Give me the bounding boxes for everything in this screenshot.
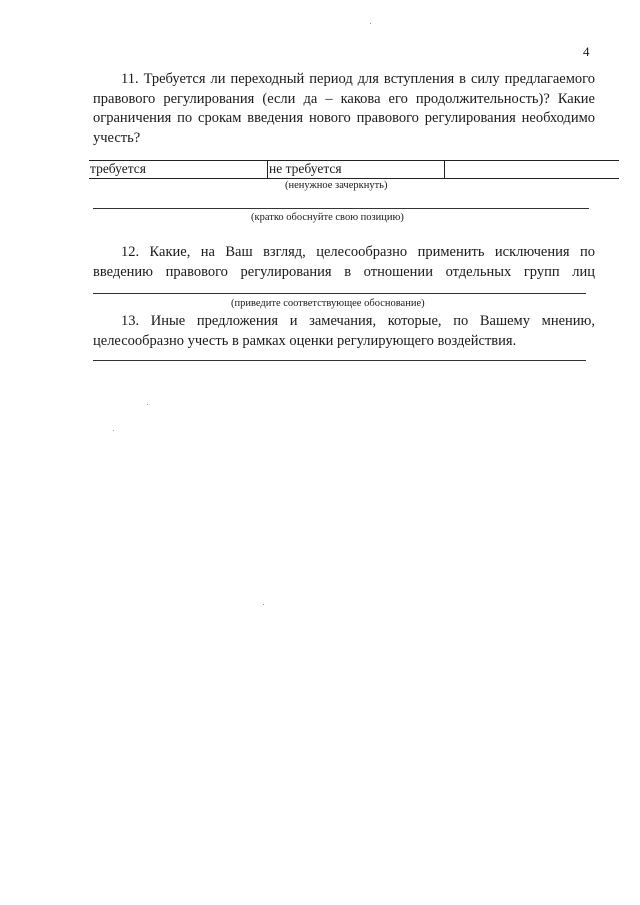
question-11-answer-line[interactable]: [93, 208, 589, 209]
option-empty-cell: [444, 161, 619, 178]
page-number: 4: [583, 44, 590, 59]
scan-speck: [113, 430, 114, 431]
scan-speck: [263, 604, 264, 605]
question-13-text: 13. Иные предложения и замечания, которые, по Вашему мнению, целесообразно учесть в рамках оценки регулирующего воздействия.: [93, 313, 595, 349]
strike-unneeded-hint: (ненужное зачеркнуть): [285, 180, 388, 191]
transition-period-options: [89, 160, 619, 179]
question-12-text: 12. Какие, на Ваш взгляд, целесообразно применить исключения по введению правового регулирования в отношении отдельных групп лиц: [93, 244, 595, 280]
question-11-text: 11. Требуется ли переходный период для вступления в силу предлагаемого правового регулирования (если да – какова его продолжительность)? Какие ограничения по срокам введения нового правового регулирования необходимо учесть?: [93, 71, 595, 146]
question-13-answer-line[interactable]: [93, 360, 586, 361]
question-12-answer-line[interactable]: [93, 293, 586, 294]
scan-speck: [370, 23, 371, 24]
justification-hint: (приведите соответствующее обоснование): [231, 298, 425, 309]
scan-speck: [147, 404, 148, 405]
justify-position-hint: (кратко обоснуйте свою позицию): [251, 212, 404, 223]
option-required[interactable]: требуется: [90, 161, 146, 176]
option-not-required[interactable]: не требуется: [267, 161, 444, 178]
